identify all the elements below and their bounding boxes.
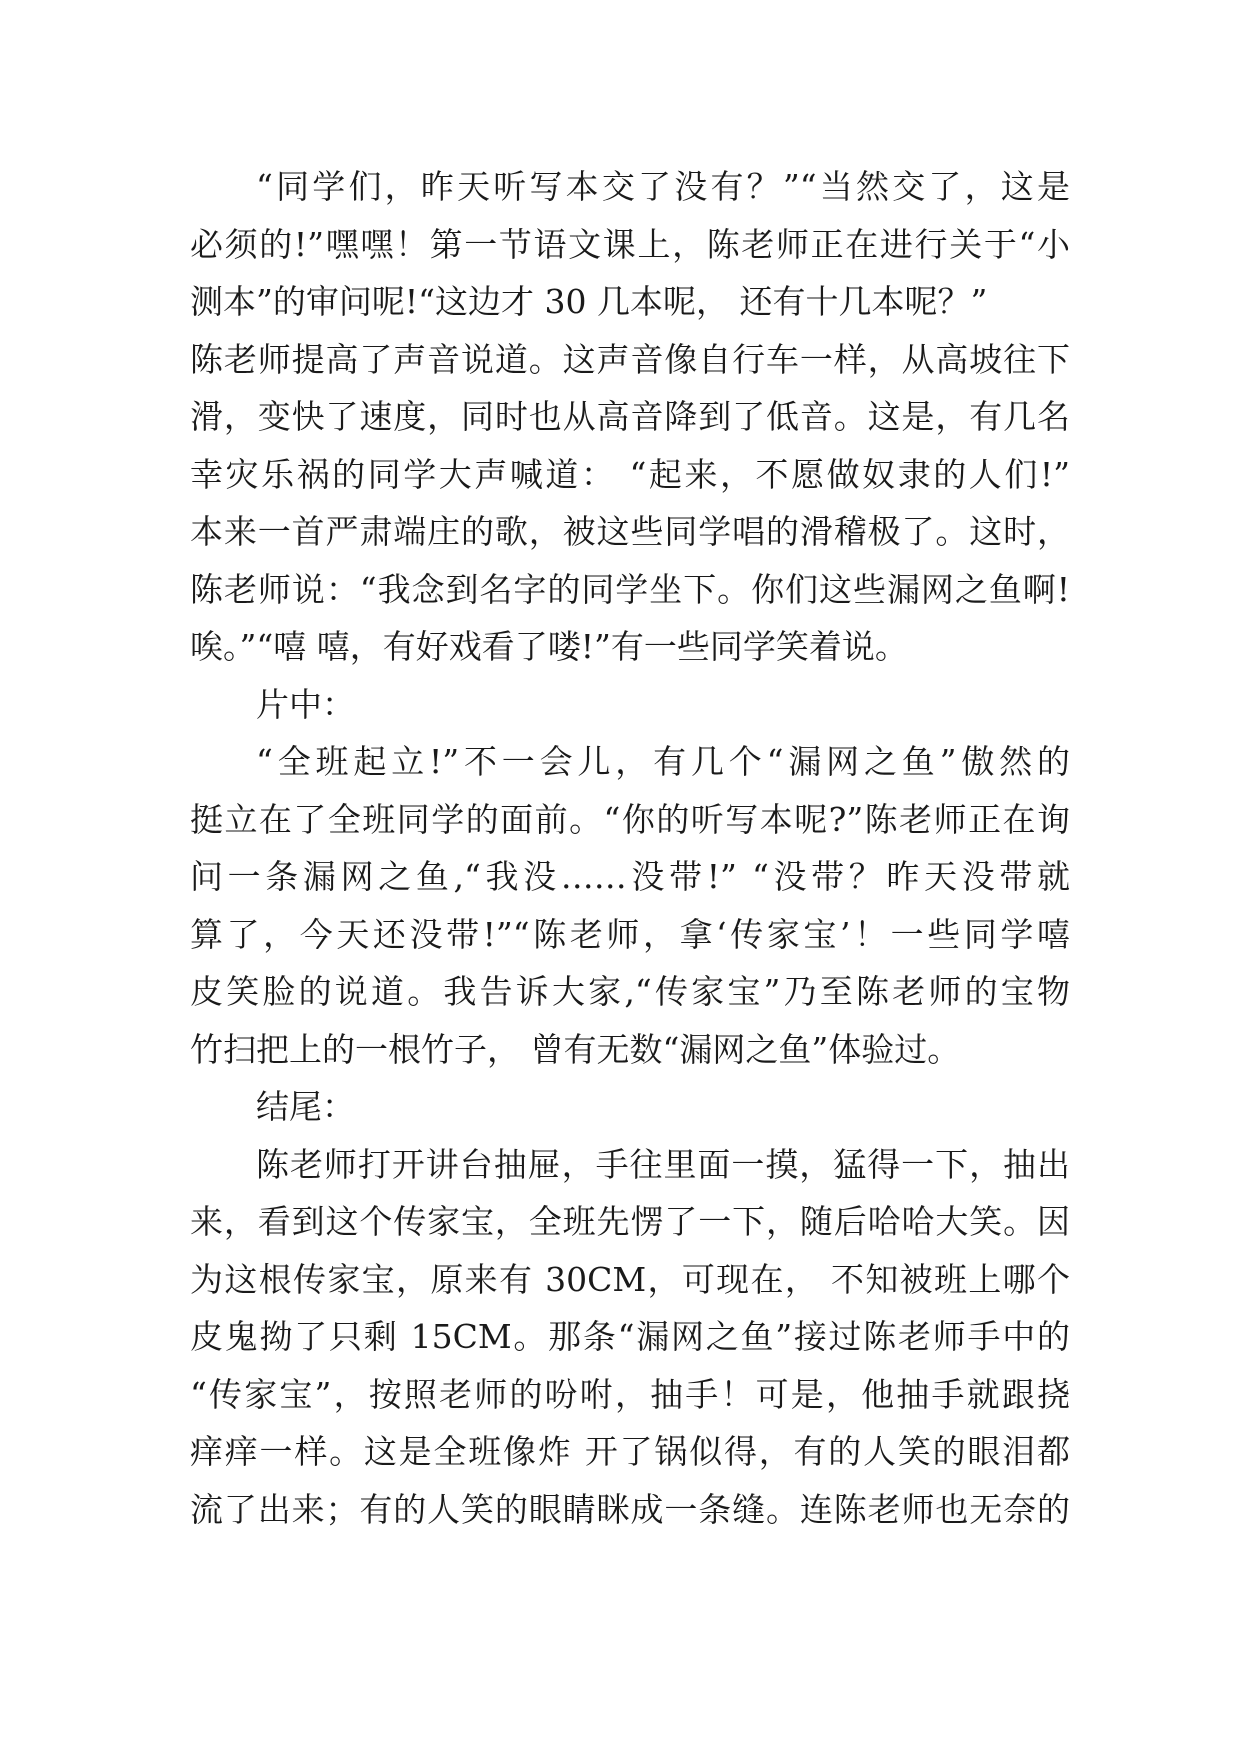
- text-line: 皮鬼拗了只剩 15CM。那条“漏网之鱼”接过陈老师手中的: [190, 1317, 1070, 1356]
- text-line: 陈老师说：“我念到名字的同学坐下。你们这些漏网之鱼啊!: [190, 569, 1070, 609]
- text-line: “同学们，昨天听写本交了没有？”“当然交了，这是: [256, 167, 1070, 206]
- text-line: 问一条漏网之鱼,“我没……没带!” “没带？昨天没带就: [190, 857, 1070, 896]
- text-line: 陈老师打开讲台抽屉，手往里面一摸，猛得一下，抽出: [256, 1144, 1070, 1184]
- text-line: 片中：: [256, 684, 355, 724]
- text-line: 陈老师提高了声音说道。这声音像自行车一样，从高坡往下: [190, 339, 1070, 379]
- text-line: 测本”的审问呢!“这边才 30 几本呢， 还有十几本呢？”: [190, 282, 988, 321]
- body-text: [190, 158, 1070, 1538]
- text-line: 挺立在了全班同学的面前。“你的听写本呢?”陈老师正在询: [190, 799, 1070, 839]
- text-line: 唉。”“嘻 嘻，有好戏看了喽!”有一些同学笑着说。: [190, 627, 908, 666]
- text-line: 来，看到这个传家宝，全班先愣了一下，随后哈哈大笑。因: [190, 1202, 1070, 1241]
- text-line: 本来一首严肃端庄的歌，被这些同学唱的滑稽极了。这时，: [190, 512, 1070, 551]
- text-line: 痒痒一样。这是全班像炸 开了锅似得，有的人笑的眼泪都: [190, 1432, 1070, 1471]
- text-line: 竹扫把上的一根竹子， 曾有无数“漏网之鱼”体验过。: [190, 1029, 961, 1069]
- text-line: “传家宝”，按照老师的吩咐，抽手！可是，他抽手就跟挠: [190, 1374, 1070, 1414]
- text-line: 算了，今天还没带!”“陈老师，拿‘传家宝’！一些同学嘻: [190, 914, 1070, 954]
- text-line: 流了出来；有的人笑的眼睛眯成一条缝。连陈老师也无奈的: [190, 1489, 1070, 1529]
- text-line: 幸灾乐祸的同学大声喊道： “起来，不愿做奴隶的人们!”: [190, 454, 1070, 494]
- text-line: “全班起立!”不一会儿，有几个“漏网之鱼”傲然的: [256, 742, 1070, 781]
- text-line: 为这根传家宝，原来有 30CM，可现在， 不知被班上哪个: [190, 1259, 1070, 1299]
- text-line: 皮笑脸的说道。我告诉大家,“传家宝”乃至陈老师的宝物: [190, 972, 1070, 1011]
- text-line: 结尾：: [256, 1087, 355, 1126]
- text-line: 必须的!”嘿嘿！第一节语文课上，陈老师正在进行关于“小: [190, 224, 1070, 264]
- text-line: 滑，变快了速度，同时也从高音降到了低音。这是，有几名: [190, 397, 1070, 436]
